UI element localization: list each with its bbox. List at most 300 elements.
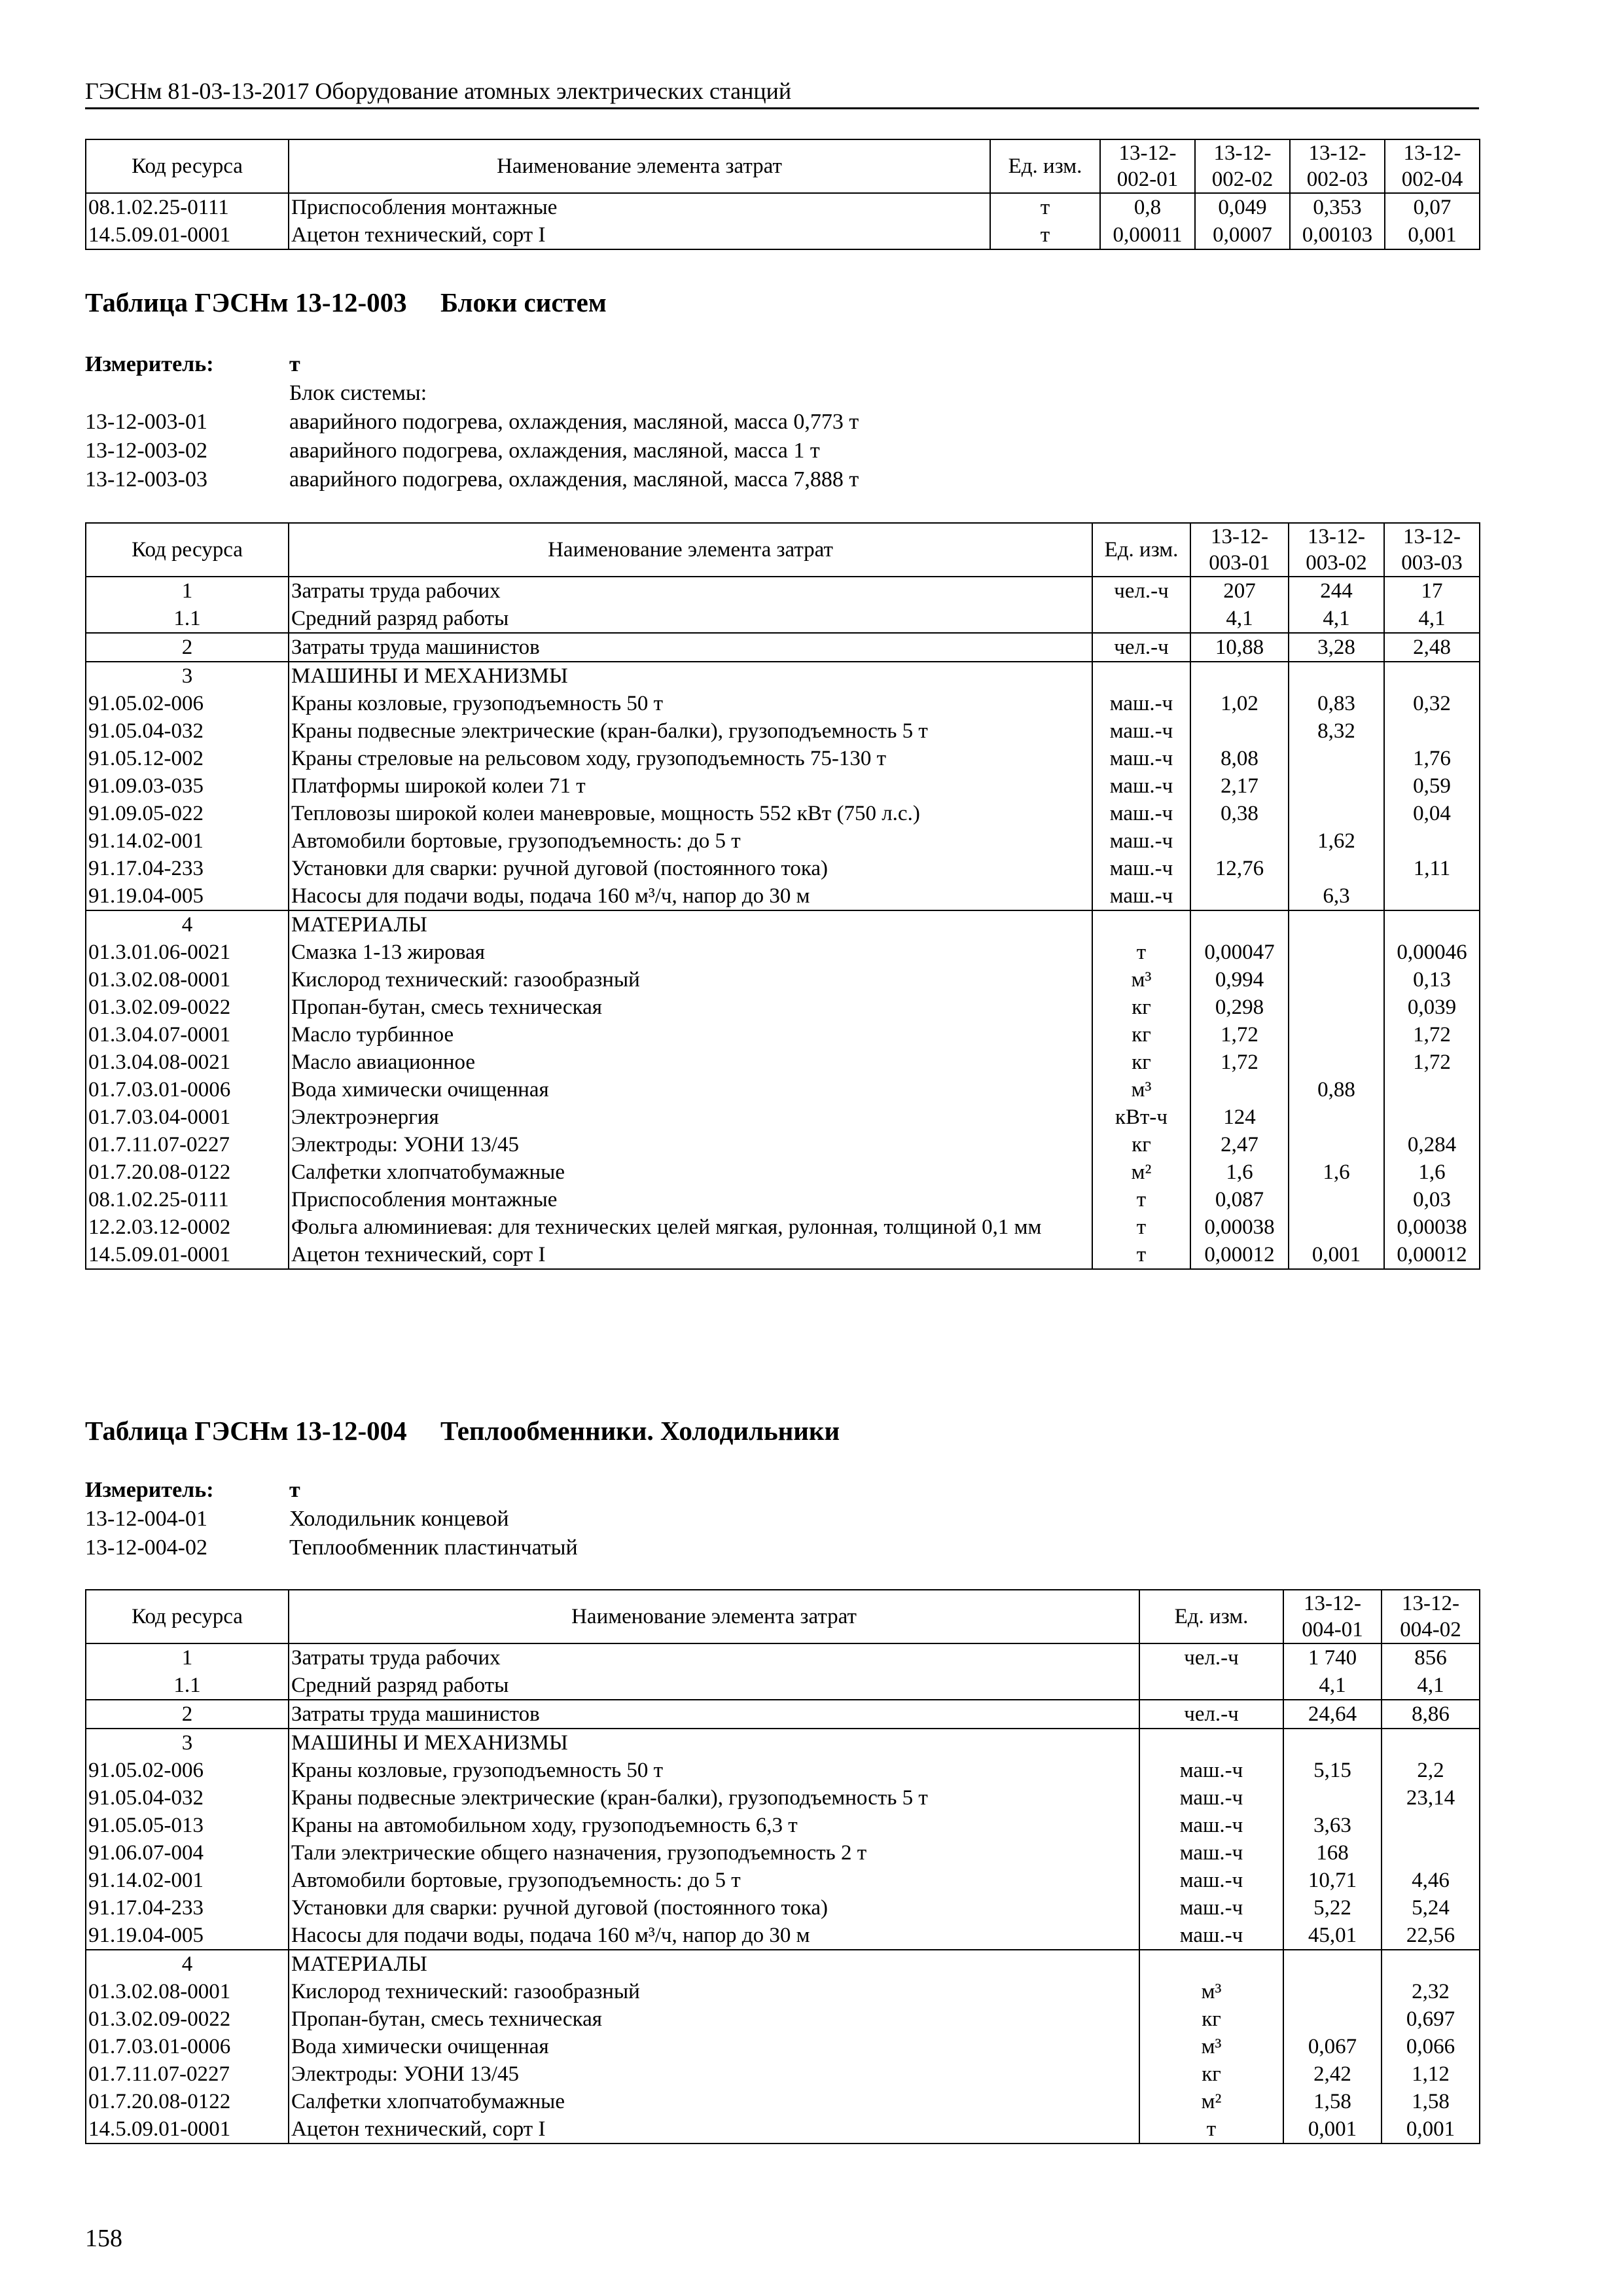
cell-value: 5,15 — [1283, 1757, 1382, 1784]
cell-value: 1,72 — [1384, 1021, 1480, 1049]
cell-value: 4,46 — [1382, 1867, 1480, 1894]
table-row — [86, 1784, 1480, 1812]
cell-name: МАТЕРИАЛЫ — [289, 910, 1092, 939]
cell-value: 124 — [1190, 1103, 1289, 1131]
cell-name: Краны подвесные электрические (кран-балки), грузоподъемность 5 т — [289, 1784, 1139, 1812]
header-code: Код ресурса — [86, 1590, 289, 1643]
cell-code: 14.5.09.01-0001 — [86, 2115, 289, 2144]
cell-value: 0,00047 — [1190, 939, 1289, 966]
cell-code: 4 — [86, 1950, 289, 1978]
table-row — [86, 1922, 1480, 1950]
cell-name: Затраты труда рабочих — [289, 577, 1092, 605]
cell-name: Затраты труда машинистов — [289, 1700, 1139, 1729]
cell-name: Вода химически очищенная — [289, 2033, 1139, 2060]
cell-name: МАТЕРИАЛЫ — [289, 1950, 1139, 1978]
cell-value: 1,6 — [1289, 1158, 1384, 1186]
cell-unit: кг — [1092, 1021, 1190, 1049]
header-col: 13-12-002-04 — [1385, 139, 1480, 193]
cell-code: 91.05.04-032 — [86, 1784, 289, 1812]
cell-value — [1289, 662, 1384, 690]
table-row — [86, 1950, 1480, 1978]
cell-value: 2,32 — [1382, 1978, 1480, 2005]
cell-unit: т — [990, 221, 1100, 249]
measure-block-004 — [85, 1478, 1479, 1564]
table-row — [86, 1757, 1480, 1784]
table-13-12-002 — [85, 139, 1480, 250]
table-row — [86, 1213, 1480, 1241]
measure-unit: т — [289, 1478, 300, 1502]
cell-code: 91.05.05-013 — [86, 1812, 289, 1839]
header-col: 13-12-002-03 — [1290, 139, 1385, 193]
table-row — [86, 882, 1480, 910]
page-number: 158 — [85, 2225, 122, 2252]
cell-name: Тали электрические общего назначения, грузоподъемность 2 т — [289, 1839, 1139, 1867]
table-row — [86, 221, 1480, 249]
cell-name: Краны подвесные электрические (кран-балки), грузоподъемность 5 т — [289, 717, 1092, 745]
cell-value: 0,8 — [1100, 193, 1195, 221]
cell-name: Ацетон технический, сорт I — [289, 221, 990, 249]
cell-code: 01.3.02.08-0001 — [86, 966, 289, 994]
cell-unit: маш.-ч — [1139, 1867, 1283, 1894]
page-header: ГЭСНм 81-03-13-2017 Оборудование атомных электрических станций — [85, 77, 1479, 109]
cell-unit: кВт-ч — [1092, 1103, 1190, 1131]
cell-code: 14.5.09.01-0001 — [86, 1241, 289, 1269]
cell-value: 0,001 — [1382, 2115, 1480, 2144]
header-col: 13-12-002-02 — [1195, 139, 1290, 193]
item-name: аварийного подогрева, охлаждения, масляной, масса 7,888 т — [289, 467, 859, 492]
item-code: 13-12-003-03 — [85, 467, 207, 492]
cell-code: 01.7.03.04-0001 — [86, 1103, 289, 1131]
cell-value — [1289, 745, 1384, 772]
cell-value — [1289, 910, 1384, 939]
cell-code: 01.7.11.07-0227 — [86, 2060, 289, 2088]
cell-value: 17 — [1384, 577, 1480, 605]
cell-code: 01.3.02.09-0022 — [86, 2005, 289, 2033]
cell-value: 1,02 — [1190, 690, 1289, 717]
cell-value: 0,88 — [1289, 1076, 1384, 1103]
table-row — [86, 577, 1480, 605]
cell-unit: маш.-ч — [1139, 1757, 1283, 1784]
cell-value: 0,59 — [1384, 772, 1480, 800]
cell-code: 91.14.02-001 — [86, 827, 289, 855]
cell-value: 1,72 — [1190, 1049, 1289, 1076]
cell-unit: маш.-ч — [1092, 827, 1190, 855]
cell-unit: маш.-ч — [1092, 772, 1190, 800]
cell-unit: маш.-ч — [1092, 717, 1190, 745]
cell-value: 0,284 — [1384, 1131, 1480, 1158]
measure-label: Измеритель: — [85, 352, 214, 376]
table-row — [86, 827, 1480, 855]
cell-value: 24,64 — [1283, 1700, 1382, 1729]
cell-value — [1289, 1103, 1384, 1131]
cell-unit: м² — [1092, 1158, 1190, 1186]
cell-code: 91.19.04-005 — [86, 1922, 289, 1950]
cell-code: 1.1 — [86, 605, 289, 633]
cell-unit: кг — [1092, 994, 1190, 1021]
cell-unit — [1139, 1729, 1283, 1757]
cell-value: 0,13 — [1384, 966, 1480, 994]
cell-value: 1,6 — [1384, 1158, 1480, 1186]
cell-value: 8,32 — [1289, 717, 1384, 745]
cell-code: 01.7.20.08-0122 — [86, 2088, 289, 2115]
item-name: Теплообменник пластинчатый — [289, 1535, 578, 1560]
table-row — [86, 717, 1480, 745]
cell-value: 1,6 — [1190, 1158, 1289, 1186]
table-title-004 — [85, 1415, 840, 1446]
cell-value: 0,697 — [1382, 2005, 1480, 2033]
cell-code: 01.7.11.07-0227 — [86, 1131, 289, 1158]
header-name: Наименование элемента затрат — [289, 1590, 1139, 1643]
cell-unit: кг — [1092, 1131, 1190, 1158]
cell-value — [1289, 855, 1384, 882]
table-row — [86, 2115, 1480, 2144]
cell-unit: т — [1139, 2115, 1283, 2144]
cell-value: 5,24 — [1382, 1894, 1480, 1922]
cell-value: 0,03 — [1384, 1186, 1480, 1213]
cell-unit: маш.-ч — [1092, 800, 1190, 827]
cell-value: 1,11 — [1384, 855, 1480, 882]
item-name: Холодильник концевой — [289, 1507, 509, 1531]
cell-value: 0,04 — [1384, 800, 1480, 827]
cell-name: Насосы для подачи воды, подача 160 м³/ч, напор до 30 м — [289, 882, 1092, 910]
cell-code: 91.06.07-004 — [86, 1839, 289, 1867]
table-row — [86, 1978, 1480, 2005]
cell-value: 0,00038 — [1190, 1213, 1289, 1241]
header-col: 13-12-003-03 — [1384, 523, 1480, 577]
cell-value: 207 — [1190, 577, 1289, 605]
header-col: 13-12-003-01 — [1190, 523, 1289, 577]
table-row — [86, 745, 1480, 772]
item-code: 13-12-004-01 — [85, 1507, 207, 1531]
cell-value: 4,1 — [1283, 1672, 1382, 1700]
cell-value: 8,08 — [1190, 745, 1289, 772]
cell-unit: маш.-ч — [1139, 1839, 1283, 1867]
table-row — [86, 662, 1480, 690]
cell-value — [1283, 1729, 1382, 1757]
table-row — [86, 910, 1480, 939]
cell-value: 1,12 — [1382, 2060, 1480, 2088]
item-name: аварийного подогрева, охлаждения, масляной, масса 0,773 т — [289, 410, 859, 434]
cell-value — [1289, 800, 1384, 827]
cell-name: Кислород технический: газообразный — [289, 1978, 1139, 2005]
cell-name: Затраты труда рабочих — [289, 1643, 1139, 1672]
cell-code: 08.1.02.25-0111 — [86, 193, 289, 221]
cell-name: Масло турбинное — [289, 1021, 1092, 1049]
table-row — [86, 966, 1480, 994]
table-title-code: Таблица ГЭСНм 13-12-003 — [85, 287, 407, 317]
cell-unit: маш.-ч — [1139, 1894, 1283, 1922]
table-row — [86, 2088, 1480, 2115]
cell-value — [1289, 1131, 1384, 1158]
table-row — [86, 1076, 1480, 1103]
cell-code: 91.14.02-001 — [86, 1867, 289, 1894]
cell-value: 6,3 — [1289, 882, 1384, 910]
cell-code: 91.19.04-005 — [86, 882, 289, 910]
cell-code: 08.1.02.25-0111 — [86, 1186, 289, 1213]
cell-unit — [1139, 1950, 1283, 1978]
cell-value: 0,298 — [1190, 994, 1289, 1021]
cell-value: 2,47 — [1190, 1131, 1289, 1158]
table-row — [86, 1867, 1480, 1894]
measure-block-003 — [85, 352, 1479, 496]
cell-value — [1289, 1213, 1384, 1241]
cell-name: Установки для сварки: ручной дуговой (постоянного тока) — [289, 1894, 1139, 1922]
cell-code: 01.7.20.08-0122 — [86, 1158, 289, 1186]
cell-code: 91.09.05-022 — [86, 800, 289, 827]
cell-value: 0,001 — [1289, 1241, 1384, 1269]
table-row — [86, 939, 1480, 966]
cell-value: 0,066 — [1382, 2033, 1480, 2060]
table-row — [86, 1700, 1480, 1729]
cell-value: 0,00011 — [1100, 221, 1195, 249]
cell-value: 2,2 — [1382, 1757, 1480, 1784]
cell-name: Масло авиационное — [289, 1049, 1092, 1076]
header-code: Код ресурса — [86, 523, 289, 577]
cell-code: 2 — [86, 1700, 289, 1729]
cell-value — [1289, 994, 1384, 1021]
measure-unit: т — [289, 352, 300, 376]
cell-code: 3 — [86, 1729, 289, 1757]
table-row — [86, 2060, 1480, 2088]
cell-value: 4,1 — [1384, 605, 1480, 633]
cell-value: 8,86 — [1382, 1700, 1480, 1729]
cell-value — [1382, 1839, 1480, 1867]
cell-unit: т — [1092, 1241, 1190, 1269]
cell-unit: чел.-ч — [1092, 577, 1190, 605]
cell-unit: т — [990, 193, 1100, 221]
cell-code: 01.3.02.08-0001 — [86, 1978, 289, 2005]
cell-value — [1289, 966, 1384, 994]
cell-value: 0,087 — [1190, 1186, 1289, 1213]
cell-code: 91.17.04-233 — [86, 855, 289, 882]
cell-code: 01.3.04.07-0001 — [86, 1021, 289, 1049]
cell-unit: чел.-ч — [1139, 1643, 1283, 1672]
cell-code: 91.05.12-002 — [86, 745, 289, 772]
cell-unit: чел.-ч — [1139, 1700, 1283, 1729]
cell-code: 01.7.03.01-0006 — [86, 1076, 289, 1103]
cell-name: Средний разряд работы — [289, 1672, 1139, 1700]
table-row — [86, 605, 1480, 633]
cell-name: Краны стреловые на рельсовом ходу, грузоподъемность 75-130 т — [289, 745, 1092, 772]
cell-unit — [1139, 1672, 1283, 1700]
cell-name: Пропан-бутан, смесь техническая — [289, 994, 1092, 1021]
cell-code: 1 — [86, 577, 289, 605]
header-col: 13-12-002-01 — [1100, 139, 1195, 193]
cell-value: 1,76 — [1384, 745, 1480, 772]
table-row — [86, 1729, 1480, 1757]
cell-value — [1190, 882, 1289, 910]
cell-unit: м³ — [1139, 2033, 1283, 2060]
table-row — [86, 1158, 1480, 1186]
cell-code: 01.3.02.09-0022 — [86, 994, 289, 1021]
header-unit: Ед. изм. — [1139, 1590, 1283, 1643]
cell-value: 0,0007 — [1195, 221, 1290, 249]
cell-unit — [1092, 605, 1190, 633]
header-unit: Ед. изм. — [990, 139, 1100, 193]
cell-value: 2,42 — [1283, 2060, 1382, 2088]
table-body — [86, 1643, 1480, 2144]
cell-value: 45,01 — [1283, 1922, 1382, 1950]
cell-code: 91.05.04-032 — [86, 717, 289, 745]
cell-value: 0,00103 — [1290, 221, 1385, 249]
cell-value — [1289, 1021, 1384, 1049]
cell-code: 91.05.02-006 — [86, 1757, 289, 1784]
table-row — [86, 1894, 1480, 1922]
cell-name: Тепловозы широкой колеи маневровые, мощность 552 кВт (750 л.с.) — [289, 800, 1092, 827]
header-name: Наименование элемента затрат — [289, 523, 1092, 577]
item-name: аварийного подогрева, охлаждения, масляной, масса 1 т — [289, 439, 820, 463]
cell-value — [1384, 1103, 1480, 1131]
cell-unit: т — [1092, 939, 1190, 966]
cell-value — [1289, 939, 1384, 966]
table-row — [86, 2033, 1480, 2060]
cell-value: 2,48 — [1384, 633, 1480, 662]
cell-value: 1,72 — [1190, 1021, 1289, 1049]
cell-name: Автомобили бортовые, грузоподъемность: до 5 т — [289, 1867, 1139, 1894]
cell-name: Краны козловые, грузоподъемность 50 т — [289, 690, 1092, 717]
cell-value: 0,83 — [1289, 690, 1384, 717]
cell-value — [1283, 1978, 1382, 2005]
cell-code: 3 — [86, 662, 289, 690]
cell-value: 244 — [1289, 577, 1384, 605]
cell-unit: т — [1092, 1186, 1190, 1213]
cell-code: 14.5.09.01-0001 — [86, 221, 289, 249]
table-row — [86, 1839, 1480, 1867]
cell-unit: маш.-ч — [1139, 1922, 1283, 1950]
cell-unit: кг — [1139, 2005, 1283, 2033]
table-13-12-004 — [85, 1589, 1480, 2144]
item-code: 13-12-003-01 — [85, 410, 207, 434]
cell-unit: маш.-ч — [1139, 1784, 1283, 1812]
cell-name: Краны козловые, грузоподъемность 50 т — [289, 1757, 1139, 1784]
item-code: 13-12-004-02 — [85, 1535, 207, 1560]
table-title-003 — [85, 287, 607, 318]
cell-value — [1190, 662, 1289, 690]
cell-name: Приспособления монтажные — [289, 1186, 1092, 1213]
cell-value: 0,07 — [1385, 193, 1480, 221]
cell-value: 0,00046 — [1384, 939, 1480, 966]
table-row — [86, 1131, 1480, 1158]
cell-value: 0,994 — [1190, 966, 1289, 994]
cell-code: 12.2.03.12-0002 — [86, 1213, 289, 1241]
cell-unit: маш.-ч — [1092, 690, 1190, 717]
cell-value: 3,28 — [1289, 633, 1384, 662]
cell-value: 5,22 — [1283, 1894, 1382, 1922]
table-row — [86, 1103, 1480, 1131]
table-row — [86, 633, 1480, 662]
cell-name: Затраты труда машинистов — [289, 633, 1092, 662]
cell-name: Вода химически очищенная — [289, 1076, 1092, 1103]
cell-unit: чел.-ч — [1092, 633, 1190, 662]
cell-name: Фольга алюминиевая: для технических целей мягкая, рулонная, толщиной 0,1 мм — [289, 1213, 1092, 1241]
cell-name: Кислород технический: газообразный — [289, 966, 1092, 994]
cell-code: 91.09.03-035 — [86, 772, 289, 800]
cell-name: Электроды: УОНИ 13/45 — [289, 2060, 1139, 2088]
cell-value — [1283, 2005, 1382, 2033]
cell-name: МАШИНЫ И МЕХАНИЗМЫ — [289, 1729, 1139, 1757]
cell-unit: м³ — [1092, 966, 1190, 994]
header-name: Наименование элемента затрат — [289, 139, 990, 193]
table-row — [86, 1241, 1480, 1269]
cell-name: Смазка 1-13 жировая — [289, 939, 1092, 966]
table-title-code: Таблица ГЭСНм 13-12-004 — [85, 1416, 407, 1446]
cell-name: Салфетки хлопчатобумажные — [289, 2088, 1139, 2115]
cell-name: Салфетки хлопчатобумажные — [289, 1158, 1092, 1186]
table-body — [86, 193, 1480, 249]
cell-name: Насосы для подачи воды, подача 160 м³/ч, напор до 30 м — [289, 1922, 1139, 1950]
cell-value — [1384, 910, 1480, 939]
table-title-name: Блоки систем — [440, 287, 607, 317]
cell-value: 4,1 — [1289, 605, 1384, 633]
cell-value — [1384, 882, 1480, 910]
cell-value — [1382, 1950, 1480, 1978]
table-13-12-003 — [85, 522, 1480, 1270]
cell-value — [1384, 1076, 1480, 1103]
table-body — [86, 577, 1480, 1269]
cell-value: 0,039 — [1384, 994, 1480, 1021]
cell-value — [1289, 1186, 1384, 1213]
cell-name: Пропан-бутан, смесь техническая — [289, 2005, 1139, 2033]
cell-value: 1 740 — [1283, 1643, 1382, 1672]
cell-value: 1,62 — [1289, 827, 1384, 855]
cell-value: 1,58 — [1382, 2088, 1480, 2115]
header-code: Код ресурса — [86, 139, 289, 193]
cell-name: МАШИНЫ И МЕХАНИЗМЫ — [289, 662, 1092, 690]
cell-value: 0,00038 — [1384, 1213, 1480, 1241]
header-col: 13-12-004-01 — [1283, 1590, 1382, 1643]
cell-unit: маш.-ч — [1092, 745, 1190, 772]
cell-name: Автомобили бортовые, грузоподъемность: до 5 т — [289, 827, 1092, 855]
table-row — [86, 1049, 1480, 1076]
cell-value — [1382, 1812, 1480, 1839]
measure-intro: Блок системы: — [289, 381, 427, 405]
cell-value: 1,58 — [1283, 2088, 1382, 2115]
cell-name: Средний разряд работы — [289, 605, 1092, 633]
cell-value: 0,001 — [1283, 2115, 1382, 2144]
cell-unit: м³ — [1139, 1978, 1283, 2005]
table-row — [86, 994, 1480, 1021]
cell-unit: маш.-ч — [1092, 855, 1190, 882]
table-row — [86, 772, 1480, 800]
cell-value — [1384, 662, 1480, 690]
cell-value — [1289, 772, 1384, 800]
table-row — [86, 1812, 1480, 1839]
header-col: 13-12-004-02 — [1382, 1590, 1480, 1643]
cell-code: 01.7.03.01-0006 — [86, 2033, 289, 2060]
cell-name: Приспособления монтажные — [289, 193, 990, 221]
item-code: 13-12-003-02 — [85, 439, 207, 463]
table-title-name: Теплообменники. Холодильники — [440, 1416, 840, 1446]
cell-name: Платформы широкой колеи 71 т — [289, 772, 1092, 800]
cell-code: 01.3.01.06-0021 — [86, 939, 289, 966]
cell-value: 168 — [1283, 1839, 1382, 1867]
cell-value: 3,63 — [1283, 1812, 1382, 1839]
cell-value: 4,1 — [1382, 1672, 1480, 1700]
cell-value — [1190, 827, 1289, 855]
cell-value: 4,1 — [1190, 605, 1289, 633]
cell-value: 0,353 — [1290, 193, 1385, 221]
cell-code: 1.1 — [86, 1672, 289, 1700]
cell-unit: маш.-ч — [1092, 882, 1190, 910]
cell-value — [1190, 1076, 1289, 1103]
cell-name: Ацетон технический, сорт I — [289, 1241, 1092, 1269]
cell-unit: кг — [1139, 2060, 1283, 2088]
cell-unit — [1092, 662, 1190, 690]
cell-value: 10,88 — [1190, 633, 1289, 662]
cell-value: 1,72 — [1384, 1049, 1480, 1076]
cell-code: 1 — [86, 1643, 289, 1672]
cell-name: Установки для сварки: ручной дуговой (постоянного тока) — [289, 855, 1092, 882]
